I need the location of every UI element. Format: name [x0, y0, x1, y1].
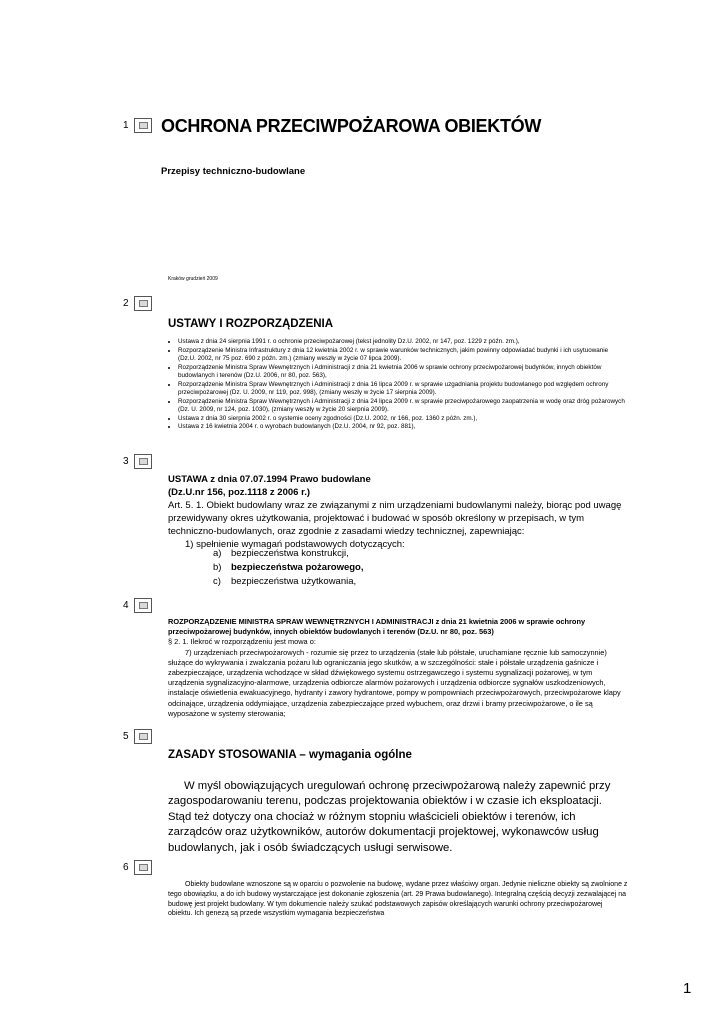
- slide-number: 6: [123, 862, 129, 873]
- list-item: • Rozporządzenie Ministra Spraw Wewnętrznych i Administracji z dnia 16 lipca 2009 r. w sprawie uzgadniania projektu budowlanego pod względem ochrony przeciwpożarowej (Dz. U. 2009, nr 119, poz. 998), (zmiany weszły w życie 17 sierpnia 2009).: [178, 381, 626, 398]
- slide-heading: ROZPORZĄDZENIE MINISTRA SPRAW WEWNĘTRZNYCH I ADMINISTRACJI z dnia 21 kwietnia 2006 w sprawie ochrony przeciwpożarowej budynków, innych obiektów budowlanych i terenów (Dz.U. nr 80, poz. 563): [168, 617, 586, 637]
- slide-number: 3: [123, 456, 129, 467]
- list-item: • Ustawa z dnia 24 sierpnia 1991 r. o ochronie przeciwpożarowej (tekst jednolity Dz.U. 2002, nr 147, poz. 1229 z późn. zm.),: [178, 338, 626, 347]
- point-text: 1) spełnienie wymagań podstawowych dotyczących:: [185, 539, 405, 550]
- slide-number: 5: [123, 731, 129, 742]
- slide-thumbnail-icon: [134, 118, 152, 133]
- slide-thumbnail-icon: [134, 729, 152, 744]
- date-place: Kraków grudzień 2009: [168, 276, 218, 282]
- slide-body: W myśl obowiązujących uregulowań ochronę przeciwpożarową należy zapewnić przy zagospodarowaniu terenu, podczas projektowania obiektów i w czasie ich eksploatacji. Stąd też dotyczy ona chociaż w różnym stopniu właścicieli obiektów i terenów, ich zarządców oraz użytkowników, autorów dokumentacji projektowej, wykonawców usług budowlanych, jak i osób świadczących usługi serwisowe.: [168, 780, 611, 854]
- article-text: Art. 5. 1. Obiekt budowlany wraz ze związanymi z nim urządzeniami budowlanymi należy, biorąc pod uwagę przewidywany okres użytkowania, projektować i budować w sposób określony w przepisach, w tym techniczno-budowlanych, oraz zgodnie z zasadami wiedzy technicznej, zapewniając:: [168, 500, 622, 537]
- subpoint-text: bezpieczeństwa konstrukcji,: [231, 548, 349, 559]
- list-item: • Rozporządzenie Ministra Infrastruktury z dnia 12 kwietnia 2002 r. w sprawie warunków technicznych, jakim powinny odpowiadać budynki i ich usytuowanie (Dz.U. 2002, nr 75 poz. 690 z późn. zm.) (zmiany weszły w życie 07 lipca 2009).: [178, 347, 626, 364]
- subpoint-letter: c): [213, 576, 221, 587]
- subpoint-text: bezpieczeństwa użytkowania,: [231, 576, 357, 587]
- regulations-list: [168, 338, 626, 432]
- slide-heading: USTAWY I ROZPORZĄDZENIA: [168, 318, 334, 330]
- list-item: • Rozporządzenie Ministra Spraw Wewnętrznych i Administracji z dnia 21 kwietnia 2006 w sprawie ochrony przeciwpożarowej budynków, innych obiektów budowlanych i terenów (Dz.U. 2006, nr 80, poz. 563),: [178, 364, 626, 381]
- slide-heading-ref: (Dz.U.nr 156, poz.1118 z 2006 r.): [168, 487, 311, 498]
- subpoint-text: bezpieczeństwa pożarowego,: [231, 562, 364, 573]
- list-item: • Ustawa z 16 kwietnia 2004 r. o wyrobach budowlanych (Dz.U. 2004, nr 92, poz. 881),: [178, 423, 626, 432]
- slide-body: [168, 473, 628, 551]
- slide-thumbnail-icon: [134, 454, 152, 469]
- slide-thumbnail-icon: [134, 860, 152, 875]
- subpoint-letter: b): [213, 562, 222, 573]
- definition-text: 7) urządzeniach przeciwpożarowych - rozumie się przez to urządzenia (stałe lub półstałe, uruchamiane ręcznie lub samoczynnie) służące do wykrywania i zwalczania pożaru lub ograniczania jego skutków, a w szczególności: stałe i półstałe urządzenia gaśnicze i zabezpieczające, urządzenia wchodzące w skład dźwiękowego systemu ostrzegawczego i systemu sygnalizacji pożarowej, w tym urządzenia sygnalizacyjno-alarmowe, urządzenia odbiorcze alarmów pożarowych i urządzenia odbiorcze sygnałów uszkodzeniowych, instalacje oświetlenia ewakuacyjnego, hydranty i zawory hydrantowe, pompy w pompowniach przeciwpożarowych, przeciwpożarowe klapy odcinające, urządzenia oddymiające, urządzenia zabezpieczające przed wybuchem, oraz drzwi i bramy przeciwpożarowe, o ile są wyposażone w systemy sterowania;: [168, 647, 621, 718]
- subpoint-list: [213, 547, 364, 589]
- slide-body: [168, 617, 628, 719]
- slide-thumbnail-icon: [134, 598, 152, 613]
- subpoint-letter: a): [213, 548, 222, 559]
- document-subtitle: Przepisy techniczno-budowlane: [161, 166, 306, 177]
- slide-body: Obiekty budowlane wznoszone są w oparciu o pozwolenie na budowę, wydane przez właściwy organ. Jedynie nieliczne obiekty są zwolnione z tego obowiązku, a do ich budowy wystarczające jest dokonanie zgłoszenia (art. 29 Prawa budowlanego). Integralną częścią decyzji zezwalającej na budowę jest projekt budowlany. W tym dokumencie należy szukać podstawowych zapisów określających warunki ochrony przeciwpożarowej obiektu. Ich genezą są przede wszystkim wymagania bezpieczeństwa: [168, 881, 628, 918]
- list-item: • Rozporządzenie Ministra Spraw Wewnętrznych i Administracji z dnia 24 lipca 2009 r. w sprawie przeciwpożarowego zaopatrzenia w wodę oraz dróg pożarowych (Dz. U. 2009, nr 124, poz. 1030), (zmiany weszły w życie 20 sierpnia 2009).: [178, 398, 626, 415]
- page-number: 1: [683, 980, 692, 997]
- slide-number: 4: [123, 600, 129, 611]
- slide-heading: USTAWA z dnia 07.07.1994 Prawo budowlane: [168, 474, 371, 485]
- slide-heading: ZASADY STOSOWANIA – wymagania ogólne: [168, 749, 412, 761]
- list-item: • Ustawa z dnia 30 sierpnia 2002 r. o systemie oceny zgodności (Dz.U. 2002, nr 166, poz. 1360 z późn. zm.),: [178, 415, 626, 424]
- paragraph-line: § 2. 1. Ilekroć w rozporządzeniu jest mowa o:: [168, 637, 316, 647]
- slide-thumbnail-icon: [134, 296, 152, 311]
- slide-number: 2: [123, 298, 129, 309]
- document-title: OCHRONA PRZECIWPOŻAROWA OBIEKTÓW: [161, 116, 542, 136]
- slide-number: 1: [123, 120, 129, 131]
